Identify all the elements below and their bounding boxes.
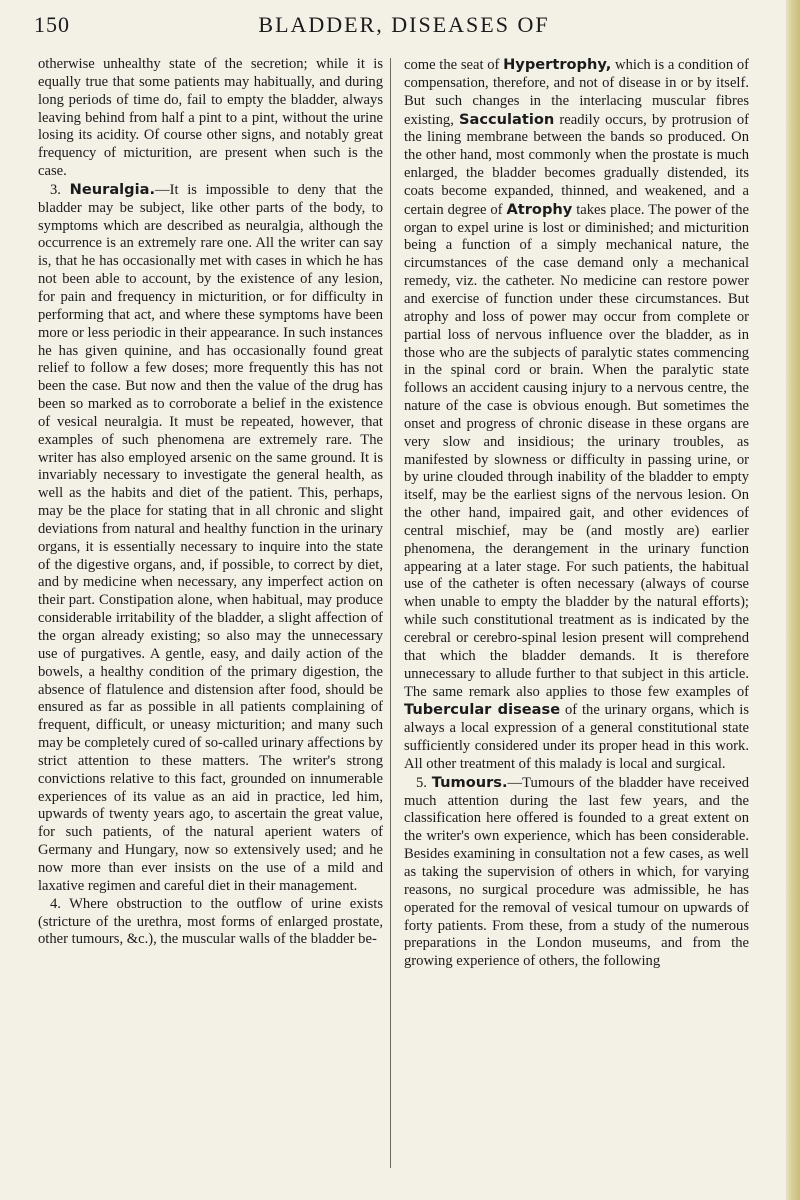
section-number: 5.	[416, 774, 432, 791]
paragraph-neuralgia	[38, 181, 383, 896]
paragraph-hypertrophy	[404, 56, 749, 774]
column-divider	[390, 58, 391, 1168]
paragraph-text: —Tumours of the bladder have received much attention during the last few years, and the classification here offered is founded to a great extent on the writer's own experience, which has been considerable. Besides examining in consultation not a few cases, as well as taking the supervision of others in which, for varying reasons, no surgical procedure was admissible, he has operated for the removal of vesical tumour on upwards of forty patients. From these, from a study of the numerous preparations in the London museums, and from the growing experience of others, the following	[404, 774, 750, 970]
paragraph-text: come the seat of	[404, 57, 504, 73]
paragraph-tumours	[404, 774, 749, 971]
paragraph-urine-acidity: otherwise unhealthy state of the secretion; while it is equally true that some patients may habitually, and during long periods of time do, fail to empty the bladder, always leaving behind from half a pint to a pint, without the urine losing its acidity. Of course other signs, and notably great frequency of micturition, are present when such is the case.	[38, 56, 383, 180]
page-number: 150	[34, 12, 70, 37]
left-column	[38, 56, 383, 949]
term-sacculation: Sacculation	[459, 110, 555, 128]
term-atrophy: Atrophy	[506, 200, 573, 218]
running-head: BLADDER, DISEASES OF	[258, 12, 550, 37]
page-edge	[786, 0, 800, 1200]
right-column	[404, 56, 749, 971]
section-heading-neuralgia: Neuralgia.	[69, 180, 156, 198]
page-header	[34, 10, 774, 46]
paragraph-text: which is a condition of compensation, therefore, and not of disease in or by itself. But such changes in the interlacing muscular fibres existing,	[404, 57, 749, 128]
paragraph-text: of the urinary organs, which is always a local expression of a general constitutional state sufficiently considered under its proper head in this work. All other treatment of this malady is local and surgical.	[404, 702, 749, 772]
paragraph-text: takes place. The power of the organ to expel urine is lost or diminished; and micturition being a function of a simply mechanical nature, the circumstances of the case demand only a mechanical remedy, viz. the catheter. No medicine can restore power and exercise of function under these circumstances. But atrophy and loss of power may occur from complete or partial loss of nervous influence over the bladder, as in those who are the subjects of paralytic states commencing in the spinal cord or brain. When the paralytic state follows an accident causing injury to a nervous centre, the nature of the case is obvious enough. But sometimes the onset and progress of chronic disease in these organs are very slow and insidious; the urinary troubles, as manifested by slowness or difficulty in passing urine, or by urine clouded through inability of the bladder to empty itself, may be the earliest signs of the nervous lesion. On the other hand, impaired gait, and other evidences of central mischief, may be (and mostly are) earlier phenomena, the derangement in the urinary function appearing at a later stage. For such patients, the habitual use of the catheter is often necessary (always of course when unable to empty the bladder by the natural efforts); while such constitutional treatment as is indicated by the cerebral or cerebro-spinal lesion present will comprehend that which the bladder demands. It is therefore unnecessary to allude further to that subject in this article. The same remark also applies to those few examples of	[404, 201, 749, 700]
section-number: 3.	[50, 181, 70, 198]
term-hypertrophy: Hypertrophy,	[503, 56, 612, 73]
term-tubercular-disease: Tubercular disease	[404, 701, 561, 719]
paragraph-text: —It is impossible to deny that the bladder may be subject, like other parts of the body, to symptoms which are described as neuralgia, although the occurrence is an extremely rare one. All the writer can say is, that he has occasionally met with cases in which he has not been able to account, by the existence of any lesion, for pain and frequency in micturition, or for difficulty in performing that act, and where these symptoms have been more or less periodic in their appearance. In such instances he has given quinine, and has occasionally found great relief to follow a few doses; more frequently this has not been the case. But now and then the value of the drug has been so marked as to corroborate a belief in the existence of vesical neuralgia. It must be repeated, however, that examples of such phenomena are extremely rare. The writer has also employed arsenic on the same ground. It is invariably necessary to investigate the general health, as well as the habits and diet of the patient. This, perhaps, may be the place for stating that in all chronic and slight deviations from natural and healthy function in the urinary organs, it is essentially necessary to inquire into the state of the digestive organs, and, if possible, to correct by diet, and by medicine when necessary, any imperfect action on their part. Constipation alone, when habitual, may produce considerable irritability of the bladder, a slight affection of the organ already existing; so also may the unnecessary use of purgatives. A gentle, easy, and daily action of the bowels, a healthy condition of the primary digestion, the absence of flatulence and distension after food, should be ensured as far as possible in all patients complaining of frequent, difficult, or uneasy micturition; and many such may be completely cured of so-called urinary affections by strict attention to these matters. The writer's strong convictions relative to this fact, grounded on innumerable experiences of its value as an aid in practice, led him, upwards of twenty years ago, to ascertain the great value, for such patients, of the natural aperient waters of Germany and Hungary, now so extensively used; and he now more than ever insists on the use of a mild and laxative regimen and careful diet in their management.	[38, 181, 383, 894]
paragraph-text: readily occurs, by protrusion of the lining membrane between the bands so produced. On the other hand, most commonly when the prostate is much enlarged, the bladder becomes gradually distended, its coats become expanded, thinned, and weakened, and a certain degree of	[404, 111, 749, 218]
paragraph-obstruction: 4. Where obstruction to the outflow of urine exists (stricture of the urethra, most forms of enlarged prostate, other tumours, &c.), the muscular walls of the bladder be-	[38, 895, 383, 948]
section-heading-tumours: Tumours.	[431, 773, 508, 791]
